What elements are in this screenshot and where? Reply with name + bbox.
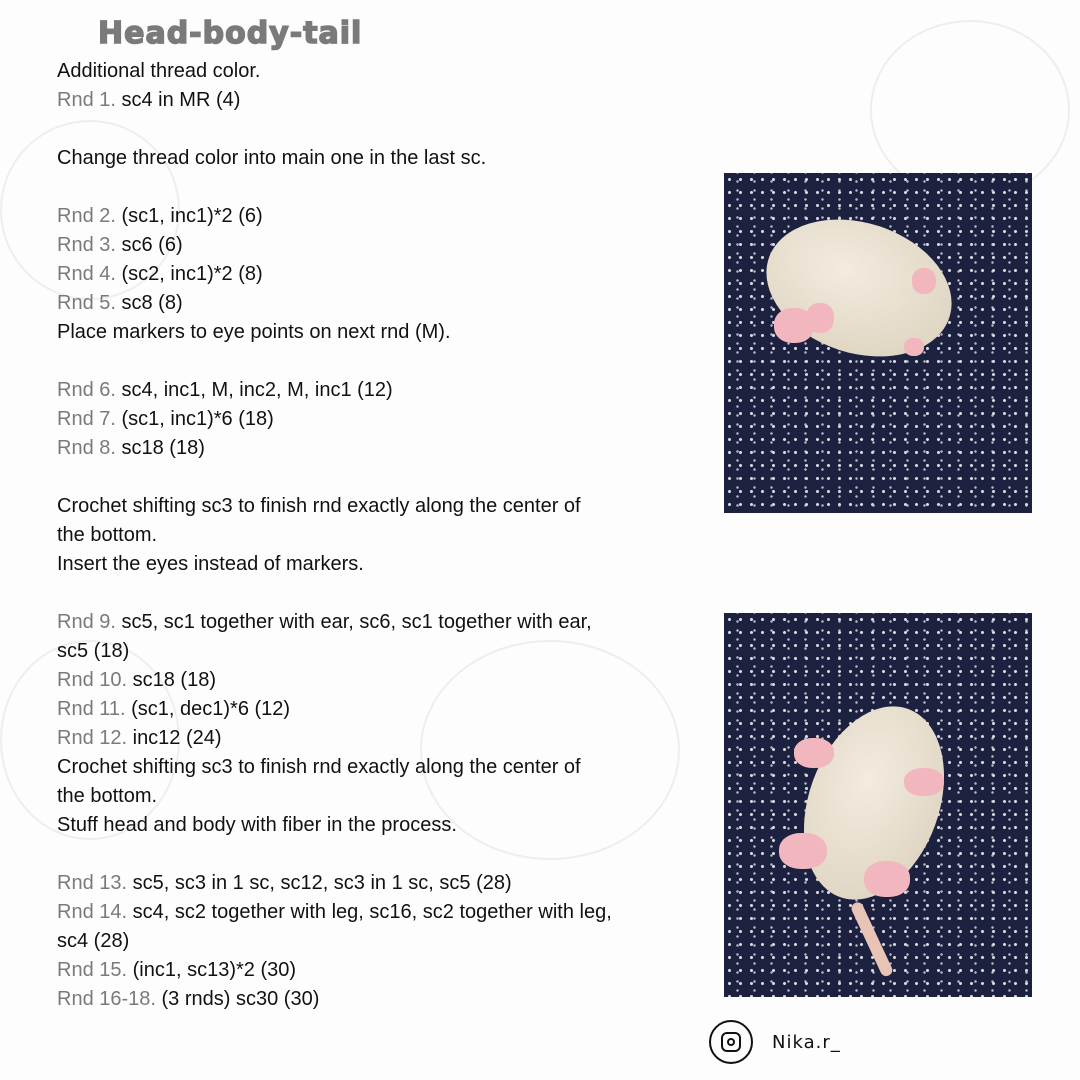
round-label: Rnd 13.	[57, 872, 128, 894]
round-instruction	[57, 666, 707, 695]
round-instruction	[57, 695, 707, 724]
instruction-text: sc4 (28)	[57, 930, 130, 952]
round-label: Rnd 7.	[57, 408, 116, 430]
round-label: Rnd 11.	[57, 698, 126, 720]
round-instruction	[57, 869, 707, 898]
round-label: Rnd 5.	[57, 292, 116, 314]
round-instruction	[57, 231, 707, 260]
instruction-text: the bottom.	[57, 524, 158, 546]
round-label: Rnd 6.	[57, 379, 116, 401]
round-instruction	[57, 202, 707, 231]
round-instruction	[57, 405, 707, 434]
instruction-line	[57, 579, 707, 608]
instagram-icon	[709, 1020, 753, 1064]
round-instruction	[57, 289, 707, 318]
instruction-text: sc8 (8)	[115, 292, 183, 314]
round-instruction	[57, 956, 707, 985]
round-label: Rnd 14.	[57, 901, 128, 923]
photo-rat-side-view	[724, 173, 1032, 513]
instruction-text: (3 rnds) sc30 (30)	[155, 988, 320, 1010]
instruction-line	[57, 550, 707, 579]
instruction-line	[57, 782, 707, 811]
instruction-line	[57, 57, 707, 86]
instruction-text: Insert the eyes instead of markers.	[57, 553, 364, 575]
instruction-text: (sc1, dec1)*6 (12)	[125, 698, 291, 720]
round-instruction	[57, 898, 707, 927]
instruction-text: sc6 (6)	[115, 234, 183, 256]
instruction-line	[57, 927, 707, 956]
round-label: Rnd 12.	[57, 727, 128, 749]
instruction-text: sc4 in MR (4)	[115, 89, 241, 111]
round-label: Rnd 10.	[57, 669, 128, 691]
photo-rat-top-view	[724, 613, 1032, 997]
round-label: Rnd 3.	[57, 234, 116, 256]
instruction-text: sc5, sc1 together with ear, sc6, sc1 together with ear,	[115, 611, 592, 633]
round-label: Rnd 2.	[57, 205, 116, 227]
instruction-text: sc18 (18)	[115, 437, 205, 459]
round-label: Rnd 16-18.	[57, 988, 156, 1010]
section-title: Head-body-tail	[98, 16, 363, 51]
round-label: Rnd 1.	[57, 89, 116, 111]
instruction-line	[57, 347, 707, 376]
instruction-text: Stuff head and body with fiber in the process.	[57, 814, 457, 836]
instruction-text: (sc2, inc1)*2 (8)	[115, 263, 263, 285]
instruction-text: Crochet shifting sc3 to finish rnd exactly along the center of	[57, 495, 581, 517]
instruction-text: sc5 (18)	[57, 640, 130, 662]
instruction-text: Crochet shifting sc3 to finish rnd exactly along the center of	[57, 756, 581, 778]
round-instruction	[57, 724, 707, 753]
instruction-text: Place markers to eye points on next rnd (M).	[57, 321, 451, 343]
instruction-text: inc12 (24)	[127, 727, 222, 749]
round-label: Rnd 9.	[57, 611, 116, 633]
instruction-text: sc4, sc2 together with leg, sc16, sc2 together with leg,	[127, 901, 612, 923]
instruction-line	[57, 492, 707, 521]
instruction-line	[57, 840, 707, 869]
instruction-line	[57, 144, 707, 173]
instruction-line	[57, 521, 707, 550]
instruction-text: (sc1, inc1)*2 (6)	[115, 205, 263, 227]
author-handle: Nika.r_	[772, 1032, 841, 1053]
round-instruction	[57, 260, 707, 289]
instruction-text: sc4, inc1, M, inc2, M, inc1 (12)	[115, 379, 393, 401]
instruction-text: sc5, sc3 in 1 sc, sc12, sc3 in 1 sc, sc5 (28)	[127, 872, 512, 894]
pattern-instructions	[57, 57, 707, 1014]
round-instruction	[57, 86, 707, 115]
instruction-line	[57, 173, 707, 202]
instruction-text: Change thread color into main one in the last sc.	[57, 147, 487, 169]
instruction-text: the bottom.	[57, 785, 158, 807]
instruction-line	[57, 115, 707, 144]
instruction-line	[57, 753, 707, 782]
instruction-text: sc18 (18)	[127, 669, 216, 691]
round-label: Rnd 15.	[57, 959, 128, 981]
round-instruction	[57, 434, 707, 463]
round-label: Rnd 8.	[57, 437, 116, 459]
round-label: Rnd 4.	[57, 263, 116, 285]
instruction-line	[57, 811, 707, 840]
instruction-line	[57, 318, 707, 347]
round-instruction	[57, 985, 707, 1014]
round-instruction	[57, 608, 707, 637]
instruction-line	[57, 637, 707, 666]
instruction-text: (inc1, sc13)*2 (30)	[127, 959, 297, 981]
instruction-line	[57, 463, 707, 492]
round-instruction	[57, 376, 707, 405]
instruction-text: Additional thread color.	[57, 60, 261, 82]
instruction-text: (sc1, inc1)*6 (18)	[115, 408, 274, 430]
